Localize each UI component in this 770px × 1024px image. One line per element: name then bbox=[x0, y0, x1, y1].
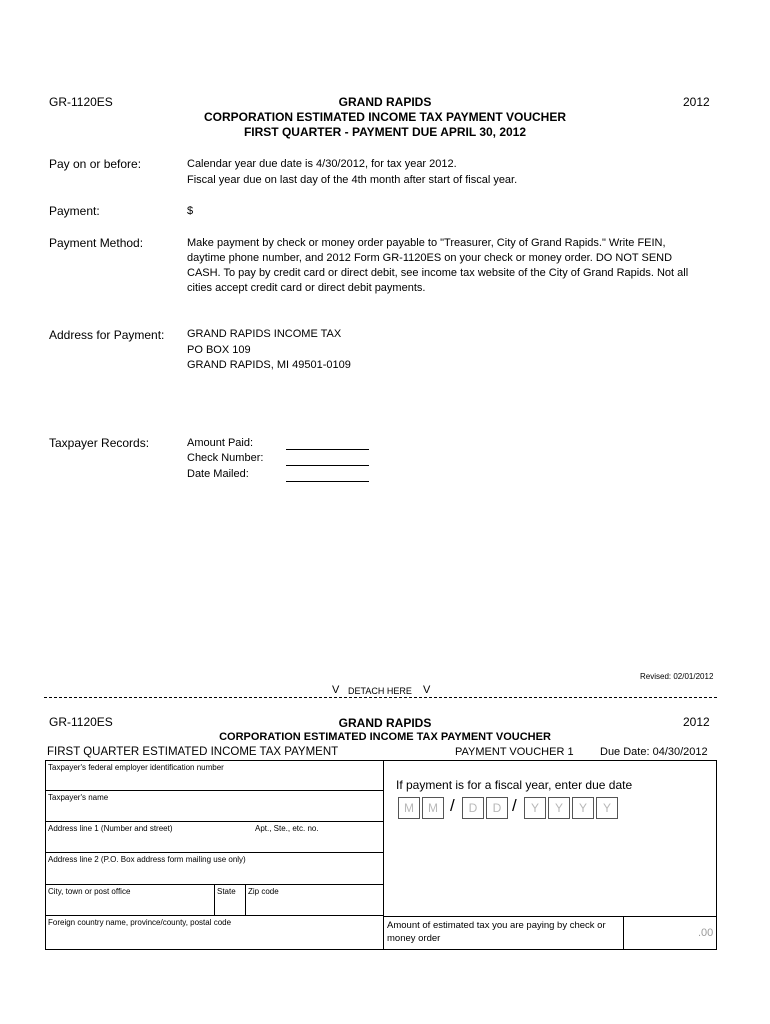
month-digit-1[interactable]: M bbox=[398, 797, 420, 819]
address1-divider bbox=[45, 852, 383, 853]
taxpayer-records-label: Taxpayer Records: bbox=[49, 436, 150, 450]
city-input[interactable] bbox=[45, 896, 213, 914]
city-heading: GRAND RAPIDS bbox=[338, 95, 432, 109]
city-label: City, town or post office bbox=[48, 887, 131, 896]
name-input[interactable] bbox=[45, 802, 383, 820]
voucher-due-date: Due Date: 04/30/2012 bbox=[600, 746, 708, 758]
detach-line bbox=[44, 697, 717, 698]
year-digit-4[interactable]: Y bbox=[596, 797, 618, 819]
fein-label: Taxpayer's federal employer identification number bbox=[48, 763, 224, 772]
detach-text: DETACH HERE bbox=[348, 686, 412, 696]
fein-input[interactable] bbox=[45, 772, 383, 789]
check-number-label: Check Number: bbox=[187, 452, 264, 464]
address1-input[interactable] bbox=[45, 833, 383, 851]
amount-cents: .00 bbox=[698, 927, 714, 939]
zip-input[interactable] bbox=[246, 896, 383, 914]
date-slash-1: / bbox=[450, 796, 455, 815]
payment-method-line-3: CASH. To pay by credit card or direct debit, see income tax website of the City of Grand Rapids. Not all bbox=[187, 267, 689, 279]
payment-method-line-1: Make payment by check or money order payable to "Treasurer, City of Grand Rapids." Write FEIN, bbox=[187, 237, 666, 249]
pay-on-line-2: Fiscal year due on last day of the 4th month after start of fiscal year. bbox=[187, 174, 518, 186]
form-title: CORPORATION ESTIMATED INCOME TAX PAYMENT VOUCHER bbox=[203, 110, 566, 124]
detach-arrow-right: V bbox=[423, 684, 431, 696]
month-digit-2[interactable]: M bbox=[422, 797, 444, 819]
city-divider bbox=[45, 915, 383, 916]
detach-arrow-left: V bbox=[332, 684, 340, 696]
form-id: GR-1120ES bbox=[49, 95, 113, 109]
date-mailed-label: Date Mailed: bbox=[187, 468, 249, 480]
state-label: State bbox=[217, 887, 236, 896]
amount-label-line-1: Amount of estimated tax you are paying by check or bbox=[387, 920, 606, 931]
name-label: Taxpayer's name bbox=[48, 793, 109, 802]
amount-label-line-2: money order bbox=[387, 933, 441, 944]
name-divider bbox=[45, 821, 383, 822]
address1-label: Address line 1 (Number and street) bbox=[48, 824, 173, 833]
apt-label: Apt., Ste., etc. no. bbox=[255, 824, 319, 833]
day-digit-2[interactable]: D bbox=[486, 797, 508, 819]
payment-method-label: Payment Method: bbox=[49, 236, 144, 250]
form-subtitle: FIRST QUARTER - PAYMENT DUE APRIL 30, 2012 bbox=[243, 125, 527, 139]
address-line-3: GRAND RAPIDS, MI 49501-0109 bbox=[187, 359, 351, 371]
date-mailed-line[interactable] bbox=[286, 481, 369, 482]
address2-label: Address line 2 (P.O. Box address form mailing use only) bbox=[48, 855, 246, 864]
year-digit-3[interactable]: Y bbox=[572, 797, 594, 819]
state-input[interactable] bbox=[215, 896, 244, 914]
year-digit-1[interactable]: Y bbox=[524, 797, 546, 819]
voucher-number: PAYMENT VOUCHER 1 bbox=[455, 746, 574, 758]
address2-input[interactable] bbox=[45, 864, 383, 883]
check-number-line[interactable] bbox=[286, 465, 369, 466]
date-slash-2: / bbox=[512, 796, 517, 815]
voucher-title: CORPORATION ESTIMATED INCOME TAX PAYMENT VOUCHER bbox=[219, 731, 551, 743]
year-digit-2[interactable]: Y bbox=[548, 797, 570, 819]
foreign-input[interactable] bbox=[45, 928, 383, 949]
revised-date: Revised: 02/01/2012 bbox=[640, 672, 714, 681]
payment-method-line-4: cities accept credit card or direct debit payments. bbox=[187, 282, 426, 294]
address-line-2: PO BOX 109 bbox=[187, 344, 251, 356]
foreign-label: Foreign country name, province/county, postal code bbox=[48, 918, 232, 927]
payment-method-line-2: daytime phone number, and 2012 Form GR-1120ES on your check or money order. DO NOT SEND bbox=[187, 252, 673, 264]
address-line-1: GRAND RAPIDS INCOME TAX bbox=[187, 328, 342, 340]
pay-on-label: Pay on or before: bbox=[49, 157, 142, 171]
payment-value: $ bbox=[187, 205, 194, 217]
fiscal-date-label: If payment is for a fiscal year, enter due date bbox=[396, 778, 633, 792]
voucher-divider bbox=[383, 760, 384, 950]
amount-paid-line[interactable] bbox=[286, 449, 369, 450]
voucher-city-heading: GRAND RAPIDS bbox=[338, 716, 432, 730]
day-digit-1[interactable]: D bbox=[462, 797, 484, 819]
tax-year: 2012 bbox=[683, 95, 710, 109]
fein-divider bbox=[45, 790, 383, 791]
payment-label: Payment: bbox=[49, 204, 100, 218]
voucher-year: 2012 bbox=[683, 715, 710, 729]
amount-paid-label: Amount Paid: bbox=[187, 437, 254, 449]
voucher-form-id: GR-1120ES bbox=[49, 715, 113, 729]
voucher-heading: FIRST QUARTER ESTIMATED INCOME TAX PAYMENT bbox=[47, 746, 339, 758]
zip-label: Zip code bbox=[248, 887, 279, 896]
address-label: Address for Payment: bbox=[49, 328, 165, 342]
pay-on-line-1: Calendar year due date is 4/30/2012, for tax year 2012. bbox=[187, 158, 457, 170]
